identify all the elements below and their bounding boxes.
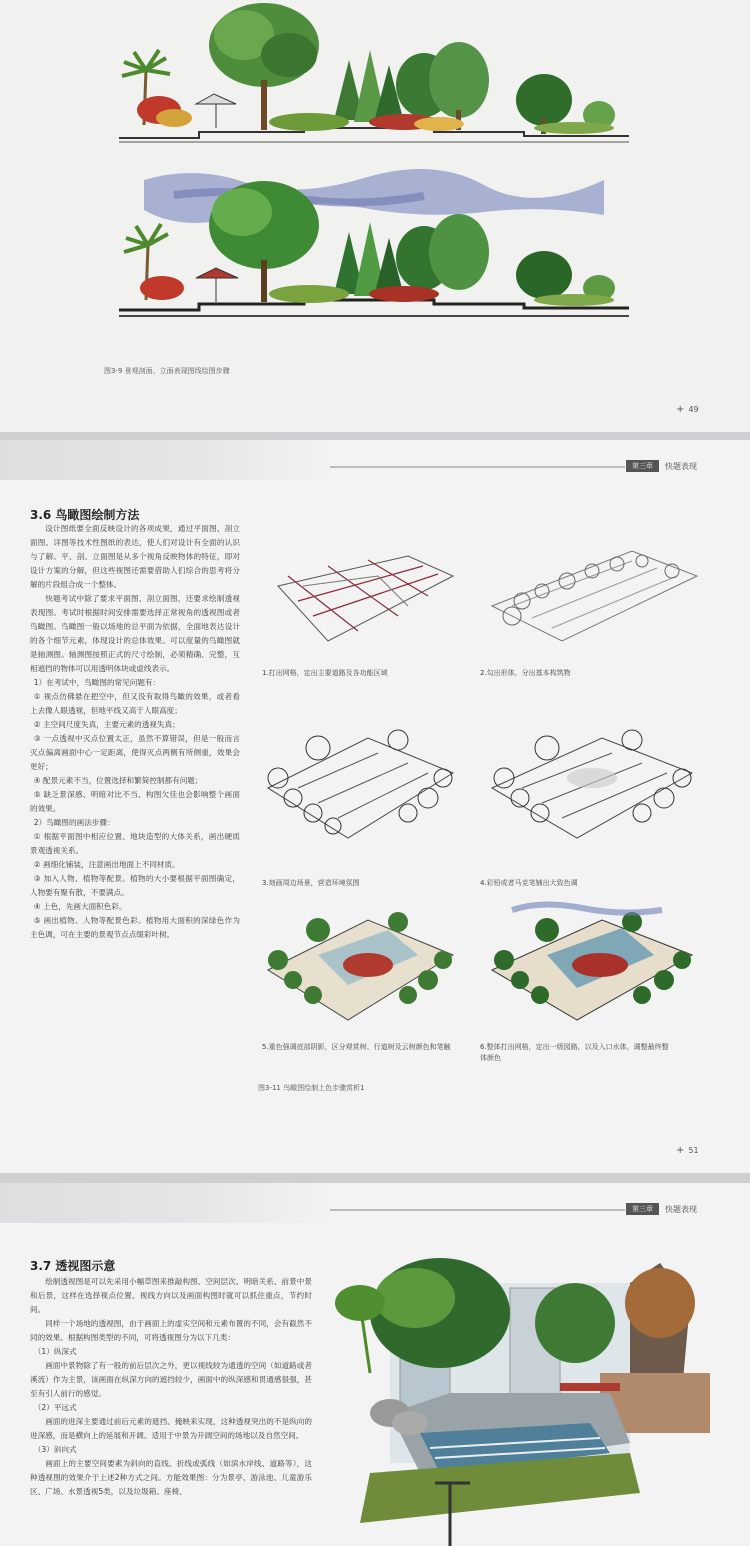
- paragraph: 1）在考试中，鸟瞰图的常见问题有：: [33, 678, 161, 687]
- paragraph: ② 主空间尺度失真，主要元素的透视失真；: [33, 720, 180, 729]
- plus-mark: +: [676, 404, 685, 415]
- chapter-tag: [626, 460, 697, 472]
- chapter-tag: [626, 1203, 697, 1215]
- step-figure-6: [482, 900, 702, 1035]
- paragraph: 画面上的主要空间要素为斜向的直线、折线或弧线（如滨水岸线、道路等），这种透视图的效果介于上述2种方式之间。方能效果图：分为景亭、游泳池、儿童游乐区、广场、水景透视5类，以及垃圾箱、座椅、: [30, 1459, 312, 1496]
- paragraph: （1）纵深式: [33, 1347, 77, 1356]
- header-rule: [330, 1209, 625, 1211]
- paragraph: 画面的进深主要通过前后元素的遮挡、掩映来实现，这种透视突出的不是纵向的进深感，而是横向上的延展和开阔。适用于中景为开阔空间的场地以及自然空间。: [30, 1417, 312, 1440]
- step-figure-5: [258, 900, 458, 1035]
- step-figure-1: [258, 546, 458, 646]
- section-elevation-drawing-bottom: [104, 160, 634, 340]
- page-51: [0, 440, 750, 1173]
- step-caption-2: 2.勾出形体，分出基本构筑物: [480, 669, 571, 677]
- paragraph: 画面中景物除了有一般的前后层次之外，更以视线较为通透的空间（如道路或者溪流）作为主景，该画面在纵深方向的遮挡较少，画面中的纵深感和贯通感很强，甚至有引人前行的感觉。: [30, 1361, 312, 1398]
- page-number: [676, 1145, 699, 1156]
- paragraph: 2）鸟瞰图的画法步骤：: [33, 818, 115, 827]
- paragraph: ③ 一点透视中灭点位置太正，虽然不算错误，但是一般而言灭点偏离画面中心一定距离，使得灭点两侧有所侧重，效果会更好；: [30, 734, 240, 771]
- paragraph: ④ 配景元素不当，位置选择和繁简控制都有问题；: [33, 776, 203, 785]
- page-number-value: 51: [688, 1146, 699, 1155]
- paragraph: ① 根据平面图中相应位置、地块造型的大体关系，画出硬质景观透视关系。: [30, 832, 240, 855]
- plus-mark: +: [676, 1145, 685, 1156]
- body-text: [30, 522, 240, 942]
- chapter-title: 快题表现: [665, 461, 697, 471]
- page-49: [0, 0, 750, 432]
- section-elevation-drawing-top: [104, 0, 634, 150]
- chapter-number: 第三章: [626, 1203, 659, 1215]
- page-number-value: 49: [688, 405, 699, 414]
- header-band: [0, 1183, 330, 1223]
- paragraph: ① 视点仿佛悬在把空中，但又没有取得鸟瞰的效果，或者看上去像人眼透视，但地平线又高于人眼高度；: [30, 692, 240, 715]
- section-title: 3.7 透视图示意: [30, 1259, 116, 1273]
- paragraph: （2）平远式: [33, 1403, 77, 1412]
- paragraph: ⑤ 缺乏景深感、明暗对比不当、构图欠佳也会影响整个画面的效果。: [30, 790, 240, 813]
- paragraph: （3）斜向式: [33, 1445, 77, 1454]
- paragraph: 快题考试中除了要求平面图、剖立面图，还要求绘制透视表现图。考试时根据时间安排需要选择正常视角的透视图或者鸟瞰图。鸟瞰图一般以场地的总平面为依据，全面地表达设计的各个细节元素，体现设计的总体效果。可以度量的鸟瞰图就是轴测图。轴测图按照正式的尺寸绘制，必须精确、完整，互相遮挡的物体可以用透明体块或虚线表示。: [30, 594, 240, 673]
- page-number: [676, 404, 699, 415]
- step-figure-2: [482, 546, 702, 646]
- perspective-illustration: [330, 1243, 725, 1546]
- step-caption-6: 6.整体打出网格，定出一级园路，以及入口水体，调整最终整体颜色: [480, 1043, 669, 1062]
- step-figure-4: [482, 718, 702, 853]
- step-caption-4: 4.彩铅或者马克笔铺出大致色调: [480, 879, 578, 887]
- page-gap: [0, 1173, 750, 1183]
- section-title: 3.6 鸟瞰图绘制方法: [30, 508, 140, 522]
- paragraph: ④ 上色，先画大面积色彩。: [33, 902, 127, 911]
- body-text: [30, 1275, 312, 1499]
- step-caption-1: 1.打出网格，定出主要道路及各功能区域: [262, 669, 388, 677]
- figure-caption: 图3-11 鸟瞰图绘制上色步骤赏析1: [258, 1084, 365, 1092]
- paragraph: 同样一个场地的透视图，由于画面上的虚实空间和元素布置的不同，会有截然不同的效果。根据构图类型的不同，可将透视图分为以下几类：: [30, 1319, 312, 1342]
- step-figure-3: [258, 718, 458, 853]
- page-53: [0, 1183, 750, 1546]
- header-rule: [330, 466, 625, 468]
- step-caption-5: 5.重色强调底部阴影，区分观赏树、行道树及云树颜色和笔触: [262, 1043, 451, 1051]
- paragraph: 绘制透视图是可以先采用小幅草图来推敲构图、空间层次、明暗关系、前景中景和后景，这样在选择视点位置、视线方向以及画面构图时就可以抓住重点，节约时间。: [30, 1277, 312, 1314]
- page-gap: [0, 432, 750, 440]
- chapter-number: 第三章: [626, 460, 659, 472]
- header-band: [0, 440, 330, 480]
- paragraph: 设计图纸要全面反映设计的各项成果，通过平面图、剖立面图、详图等技术性图纸的表达，使人们对设计有全面的认识与了解。平、剖、立面图是从多个视角反映物体的特征，即对设计方案的分解，但这些视图还需要借助人们综合的思考将分解的片段组合成一个整体。: [30, 524, 240, 589]
- chapter-title: 快题表现: [665, 1204, 697, 1214]
- figure-caption: 图3-9 景观剖面、立面表现图线绘图步骤: [104, 367, 230, 375]
- step-caption-3: 3.刻画周边场景，营造环境氛围: [262, 879, 360, 887]
- paragraph: ② 画细化铺装，注意画出地面上不同材质。: [33, 860, 180, 869]
- paragraph: ⑤ 画出植物、人物等配景色彩。植物用大面积的深绿色作为主色调，可在主要的景观节点点缀彩叶树。: [30, 916, 240, 939]
- paragraph: ③ 加入人物、植物等配景。植物的大小要根据平面图确定，人物要有聚有散，不要满点。: [30, 874, 240, 897]
